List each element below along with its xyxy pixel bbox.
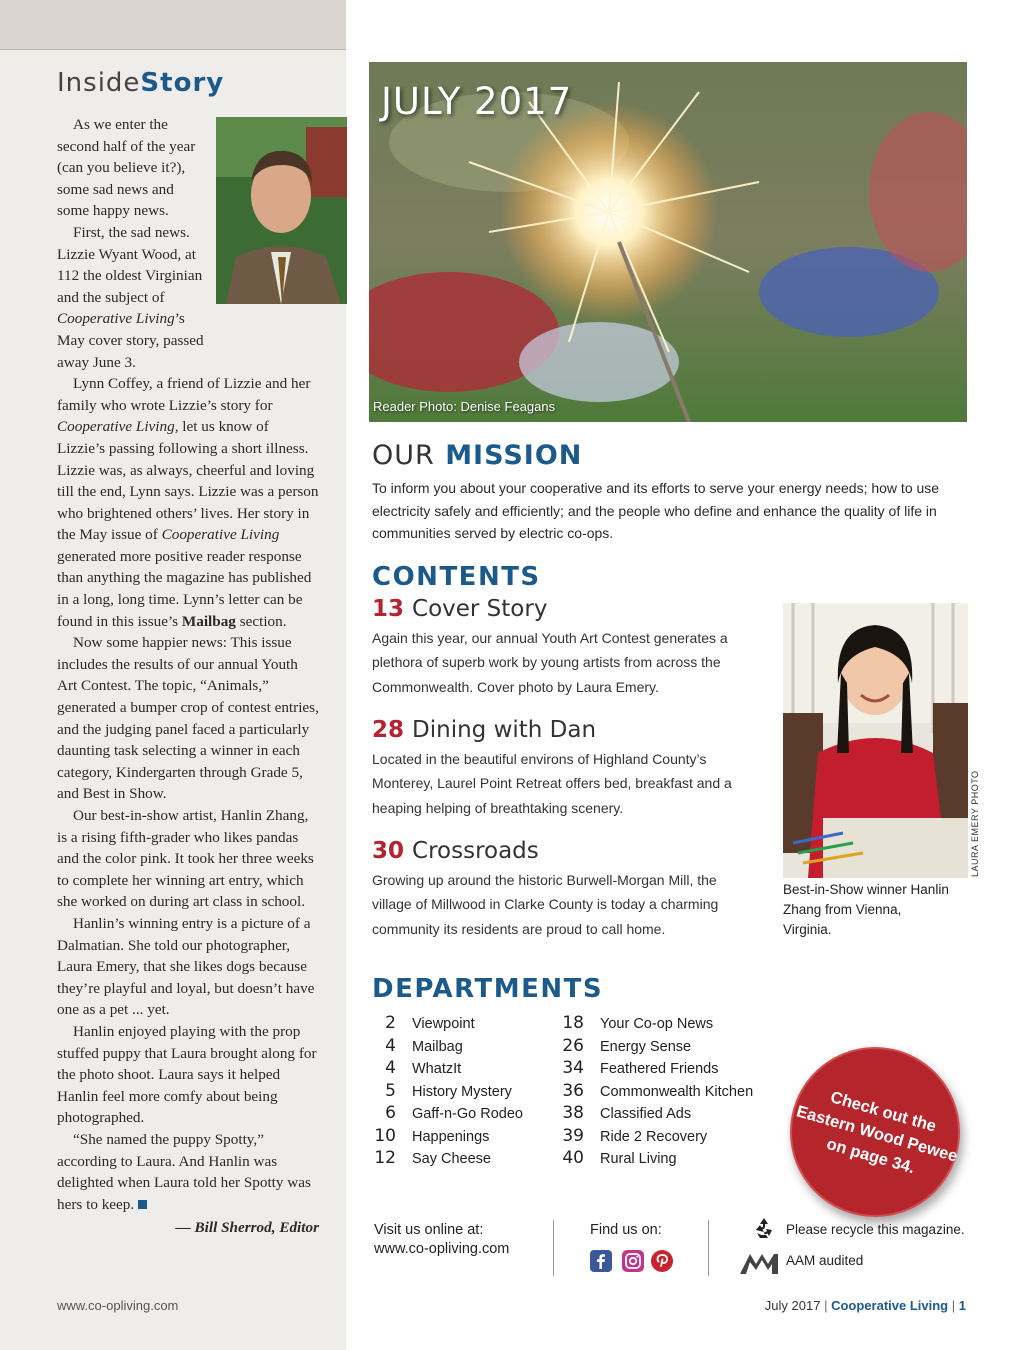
department-item[interactable]: 2 Viewpoint [385, 1013, 475, 1033]
inside-story-article [57, 114, 319, 1239]
promo-badge-text: Check out the Eastern Wood Pewee on page 34. [794, 1087, 960, 1177]
visit-url-link[interactable]: www.co-opliving.com [374, 1241, 510, 1257]
department-item[interactable]: 5 History Mystery [385, 1080, 512, 1101]
story-paragraph: As we enter the second half of the year (can you believe it?), some sad news and some happy news. [57, 116, 196, 220]
departments-heading: DEPARTMENTS [372, 974, 604, 1004]
department-item[interactable]: 36 Commonwealth Kitchen [562, 1080, 754, 1101]
department-item[interactable]: 40 Rural Living [562, 1148, 677, 1168]
departments-column-2 [560, 1013, 753, 1171]
department-item[interactable]: 39 Ride 2 Recovery [562, 1125, 708, 1146]
story-paragraph: Now some happier news: This issue includes the results of our annual Youth Art Contest. The topic, “Animals,” generated a bumper crop of contest entries, and the judging panel faced a particularly daunting task selecting a winner in each category, Kindergarten through Grade 5, and Best in Show. [57, 634, 319, 803]
divider [708, 1220, 709, 1276]
page-folio: July 2017 | Cooperative Living | 1 [764, 1298, 966, 1313]
divider [553, 1220, 554, 1276]
department-item[interactable]: 18 Your Co-op News [562, 1013, 714, 1033]
feature-title: 13 Cover Story [372, 596, 548, 622]
department-item[interactable]: 4 Mailbag [385, 1035, 463, 1056]
cover-photo [369, 62, 967, 422]
pinterest-icon[interactable] [651, 1250, 673, 1272]
feature-description: Located in the beautiful environs of Highland County’s Monterey, Laurel Point Retreat offers bed, breakfast and a heaping helping of breathtaking scenery. [372, 751, 732, 816]
sidebar-top-band [0, 0, 346, 50]
aam-logo-icon [740, 1250, 778, 1274]
story-paragraph: Hanlin’s winning entry is a picture of a Dalmatian. She told our photographer, Laura Emery, that she likes dogs because they’re playful and loyal, but doesn’t have one as a pet ... yet. [57, 914, 315, 1019]
contents-heading: CONTENTS [372, 562, 541, 592]
visit-label: Visit us online at: [374, 1222, 484, 1238]
department-item[interactable]: 34 Feathered Friends [562, 1058, 719, 1078]
find-us-label: Find us on: [590, 1222, 662, 1238]
story-paragraph: Our best-in-show artist, Hanlin Zhang, is a rising fifth-grader who likes pandas and the color pink. It took her three weeks to complete her winning art entry, which she worked on during art class in school. [57, 807, 314, 911]
departments-column-1 [372, 1013, 523, 1171]
story-paragraph: Hanlin enjoyed playing with the prop stuffed puppy that Laura brought along for the photo shoot. Laura says it helped Hanlin feel more comfy about being photographed. [57, 1022, 317, 1127]
department-item[interactable]: 4 WhatzIt [385, 1058, 462, 1078]
instagram-icon[interactable] [622, 1250, 644, 1272]
issue-date-title: JULY 2017 [381, 80, 573, 123]
feature-item[interactable] [372, 596, 752, 699]
story-paragraph: “She named the puppy Spotty,” according to Laura. And Hanlin was delighted when Laura told her Spotty was hers to keep. [57, 1130, 311, 1213]
department-item[interactable]: 38 Classified Ads [562, 1103, 692, 1123]
department-item[interactable]: 26 Energy Sense [562, 1035, 692, 1056]
facebook-icon[interactable] [590, 1250, 612, 1272]
photo-caption: Best-in-Show winner Hanlin Zhang from Vienna, Virginia. [783, 882, 949, 937]
feature-description: Again this year, our annual Youth Art Contest generates a plethora of superb work by young artists from across the Commonwealth. Cover photo by Laura Emery. [372, 630, 728, 695]
inside-story-heading: InsideStory [57, 68, 225, 98]
feature-title: 30 Crossroads [372, 838, 539, 864]
end-mark-icon [138, 1200, 147, 1209]
editor-signature: — Bill Sherrod, Editor [175, 1219, 319, 1237]
aam-text: AAM audited [786, 1253, 864, 1268]
department-item[interactable]: 10 Happenings [374, 1125, 490, 1146]
sidebar [0, 0, 346, 1350]
department-item[interactable]: 6 Gaff-n-Go Rodeo [385, 1103, 523, 1123]
recycle-icon [752, 1216, 776, 1240]
promo-badge[interactable] [790, 1047, 960, 1217]
footer-website-left[interactable]: www.co-opliving.com [57, 1298, 179, 1313]
mission-text: To inform you about your cooperative and its efforts to serve your energy needs; how to use electricity safely and efficiently; and the people who define and enhance the quality of life in communities served by electric co-ops. [372, 480, 940, 541]
cover-photo-credit: Reader Photo: Denise Feagans [373, 399, 556, 414]
photo-credit-vertical: LAURA EMERY PHOTO [970, 770, 980, 877]
mission-heading: OUR MISSION [372, 440, 583, 471]
feature-item[interactable] [372, 838, 752, 941]
story-paragraph: Lynn Coffey, a friend of Lizzie and her family who wrote Lizzie’s story for Cooperative Living, let us know of Lizzie’s passing following a short illness. Lizzie was, as always, cheerful and loving till the end, Lynn says. Lizzie was a person who brightened others’ lives. Her story in the May issue of Cooperative Living generated more positive reader response than anything the magazine has published in a long, long time. Lynn’s letter can be found in this issue’s Mailbag section. [57, 375, 319, 630]
best-in-show-photo [783, 603, 968, 878]
story-paragraph: First, the sad news. Lizzie Wyant Wood, at 112 the oldest Virginian and the subject of Cooperative Living’s May cover story, passed away June 3. [57, 223, 204, 371]
feature-item[interactable] [372, 717, 752, 820]
recycle-text: Please recycle this magazine. [786, 1222, 965, 1237]
feature-description: Growing up around the historic Burwell-Morgan Mill, the village of Millwood in Clarke County is today a charming community its residents are proud to call home. [372, 872, 719, 937]
feature-title: 28 Dining with Dan [372, 717, 597, 743]
department-item[interactable]: 12 Say Cheese [374, 1148, 491, 1168]
